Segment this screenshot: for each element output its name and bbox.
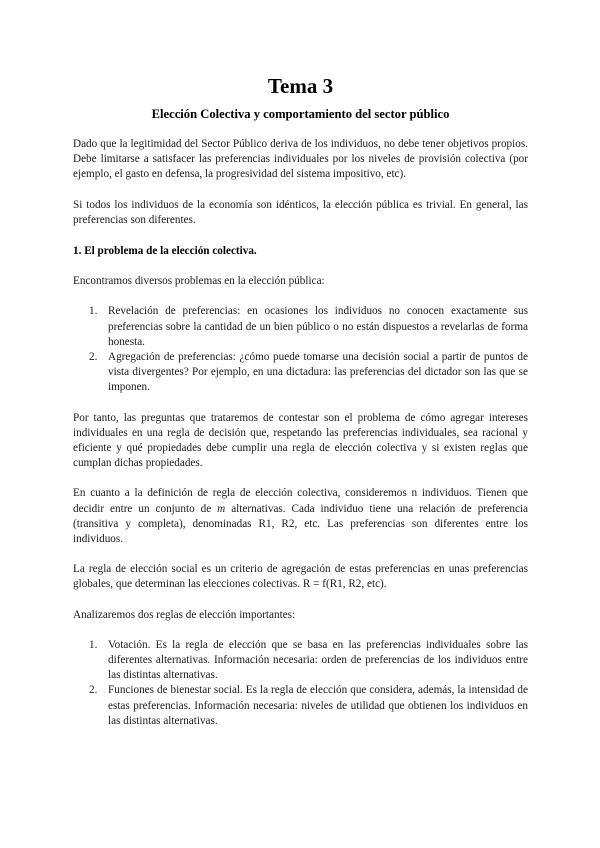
list-item — [73, 304, 528, 350]
problems-list — [73, 304, 528, 395]
list-item-text: Agregación de preferencias: ¿cómo puede tomarse una decisión social a partir de puntos de vista divergentes? Por ejemplo, en una dictadura: las preferencias del dictador son las que se imponen. — [108, 351, 528, 394]
list-item — [73, 683, 528, 729]
rules-lead: Analizaremos dos reglas de elección importantes: — [73, 608, 296, 621]
rule-paragraph: La regla de elección social es un criterio de agregación de estas preferencias en unas preferencias globales, que determinan las elecciones colectivas. R = f(R1, R2, etc). — [73, 563, 528, 591]
intro-paragraph: Dado que la legitimidad del Sector Público deriva de los individuos, no debe tener objetivos propios. Debe limitarse a satisfacer las preferencias individuales por los niveles de provisión colectiva (por ejemplo, el gasto en defensa, la progresividad del sistema impositivo, etc). — [73, 138, 528, 181]
definition-text-start: En cuanto a la definición de regla de elección colectiva, consideremos n individuos. Tienen que decidir entre un conjunto de — [73, 487, 528, 515]
list-item-text: Funciones de bienestar social. Es la regla de elección que considera, además, la intensidad de estas preferencias. Información necesaria: niveles de utilidad que obtienen los individuos en las distintas alternativas. — [108, 684, 528, 727]
list-number: 2. — [89, 684, 98, 697]
list-item-text: Votación. Es la regla de elección que se basa en las preferencias individuales sobre las diferentes alternativas. Información necesaria: orden de preferencias de los individuos entre las distintas alternativas. — [108, 638, 528, 682]
page-subtitle: Elección Colectiva y comportamiento del sector público — [151, 107, 450, 121]
list-item — [73, 638, 528, 684]
questions-paragraph: Por tanto, las preguntas que trataremos de contestar son el problema de cómo agregar intereses individuales en una regla de decisión que, respetando las preferencias individuales, sea racional y eficiente y qué propiedades debe cumplir una regla de elección colectiva y si existen reglas que cumplan dichas propiedades. — [73, 411, 528, 470]
list-item-text: Revelación de preferencias: en ocasiones los individuos no conocen exactamente sus preferencias sobre la cantidad de un bien público o no están dispuestos a revelarlas de forma honesta. — [108, 305, 528, 348]
intro-paragraph: Si todos los individuos de la economía son idénticos, la elección pública es trivial. En general, las preferencias son diferentes. — [73, 198, 528, 226]
definition-paragraph — [73, 486, 528, 547]
definition-text-end: alternativas. Cada individuo tiene una relación de preferencia (transitiva y completa), denominadas R1, R2, etc. Las preferencias son diferentes entre los individuos. — [73, 502, 528, 546]
list-number: 1. — [89, 305, 98, 318]
definition-variable: m — [217, 502, 226, 515]
list-item — [73, 350, 528, 396]
section-heading: 1. El problema de la elección colectiva. — [73, 245, 257, 258]
rules-list — [73, 638, 528, 729]
list-number: 1. — [89, 638, 98, 651]
list-number: 2. — [89, 351, 98, 364]
document-page — [73, 72, 528, 729]
problems-lead: Encontramos diversos problemas en la elección pública: — [73, 275, 325, 288]
page-title: Tema 3 — [267, 74, 334, 98]
